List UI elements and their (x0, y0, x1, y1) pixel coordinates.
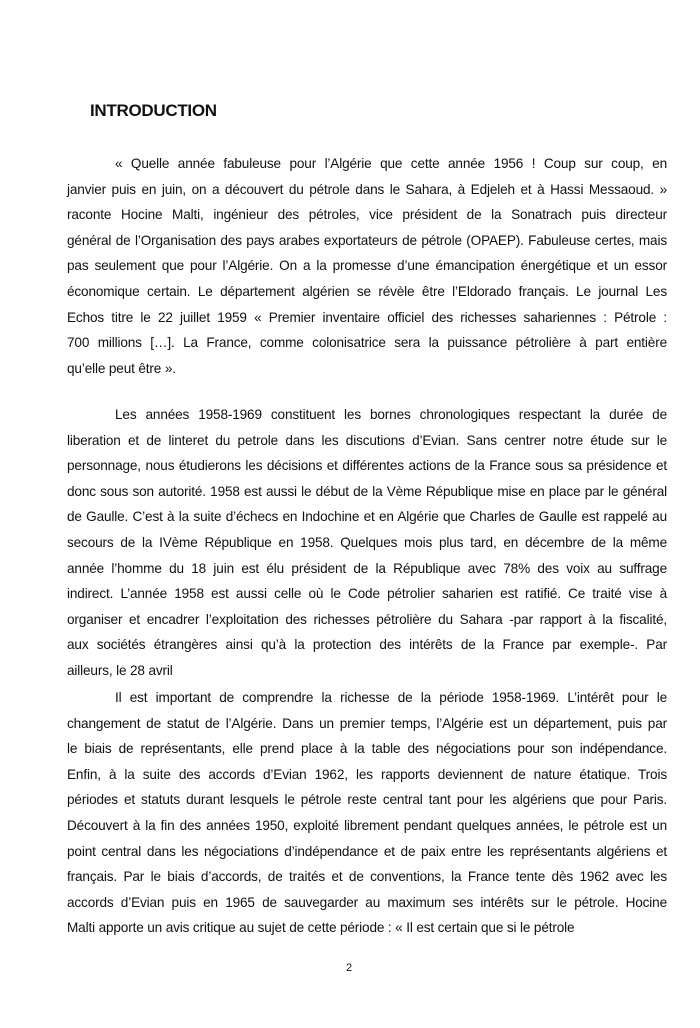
text-line: Malti apporte un avis critique au sujet de cette période : « Il est certain que si le pétrole (67, 920, 575, 936)
text-line: aux sociétés étrangères ainsi qu’à la protection des intérêts de la France par exemple-. Par (67, 637, 667, 653)
text-line: personnage, nous étudierons les décisions et différentes actions de la France sous sa présidence et (67, 458, 667, 474)
text-line: Echos titre le 22 juillet 1959 « Premier inventaire officiel des richesses sahariennes : Pétrole : (67, 309, 667, 325)
text-line: économique certain. Le département algérien se révèle être l’Eldorado français. Le journal Les (67, 283, 667, 299)
text-line: 700 millions […]. La France, comme colonisatrice sera la puissance pétrolière à part entière (67, 335, 667, 351)
text-line: indirect. L’année 1958 est aussi celle où le Code pétrolier saharien est ratifié. Ce traité vise à (67, 586, 667, 602)
text-line: général de l’Organisation des pays arabes exportateurs de pétrole (OPAEP). Fabuleuse certes, mais (67, 232, 667, 248)
text-line: raconte Hocine Malti, ingénieur des pétroles, vice président de la Sonatrach puis directeur (67, 207, 667, 223)
text-line: Enfin, à la suite des accords d’Evian 1962, les rapports deviennent de nature étatique. Trois (67, 766, 667, 782)
text-line: organiser et encadrer l’exploitation des richesses pétrolière du Sahara -par rapport à la fiscalité, (67, 611, 667, 627)
text-line: « Quelle année fabuleuse pour l’Algérie que cette année 1956 ! Coup sur coup, en (115, 156, 667, 171)
text-line: Découvert à la fin des années 1950, exploité librement pendant quelques années, le pétrole est un (67, 817, 667, 833)
text-line: de Gaulle. C’est à la suite d’échecs en Indochine et en Algérie que Charles de Gaulle est rappelé au (67, 509, 667, 525)
text-line: liberation et de linteret du petrole dans les discutions d’Evian. Sans centrer notre étude sur le (67, 432, 667, 448)
paragraph-1 (67, 151, 667, 381)
text-line: qu’elle peut être ». (67, 360, 176, 376)
paragraph-2 (67, 402, 667, 684)
text-line: périodes et statuts durant lesquels le pétrole reste central tant pour les algériens que pour Paris. (67, 792, 667, 808)
text-line: point central dans les négociations d’indépendance et de paix entre les représentants algériens et (67, 843, 667, 859)
text-line: ailleurs, le 28 avril (67, 662, 173, 678)
text-line: français. Par le biais d’accords, de traités et de conventions, la France tente dès 1962 avec les (67, 869, 667, 885)
text-line: Il est important de comprendre la richesse de la période 1958-1969. L’intérêt pour le (115, 690, 667, 705)
text-line: Les années 1958-1969 constituent les bornes chronologiques respectant la durée de (115, 407, 667, 422)
text-line: pas seulement que pour l’Algérie. On a la promesse d’une émancipation énergétique et un essor (67, 258, 667, 274)
text-line: janvier puis en juin, on a découvert du pétrole dans le Sahara, à Edjeleh et à Hassi Messaoud. » (67, 181, 667, 197)
text-line: année l’homme du 18 juin est élu président de la République avec 78% des voix au suffrage (67, 560, 667, 576)
page-heading: INTRODUCTION (90, 101, 217, 120)
text-line: le biais de représentants, elle prend place à la table des négociations pour son indépendance. (67, 741, 667, 757)
text-line: secours de la IVème République en 1958. Quelques mois plus tard, en décembre de la même (67, 534, 667, 550)
text-line: changement de statut de l’Algérie. Dans un premier temps, l’Algérie est un département, puis par (67, 715, 667, 731)
text-line: donc sous son autorité. 1958 est aussi le début de la Vème République mise en place par le général (67, 483, 667, 499)
text-line: accords d’Evian puis en 1965 de sauvegarder au maximum ses intérêts sur le pétrole. Hocine (67, 894, 667, 910)
paragraph-3 (67, 685, 667, 941)
page-number: 2 (346, 962, 353, 974)
